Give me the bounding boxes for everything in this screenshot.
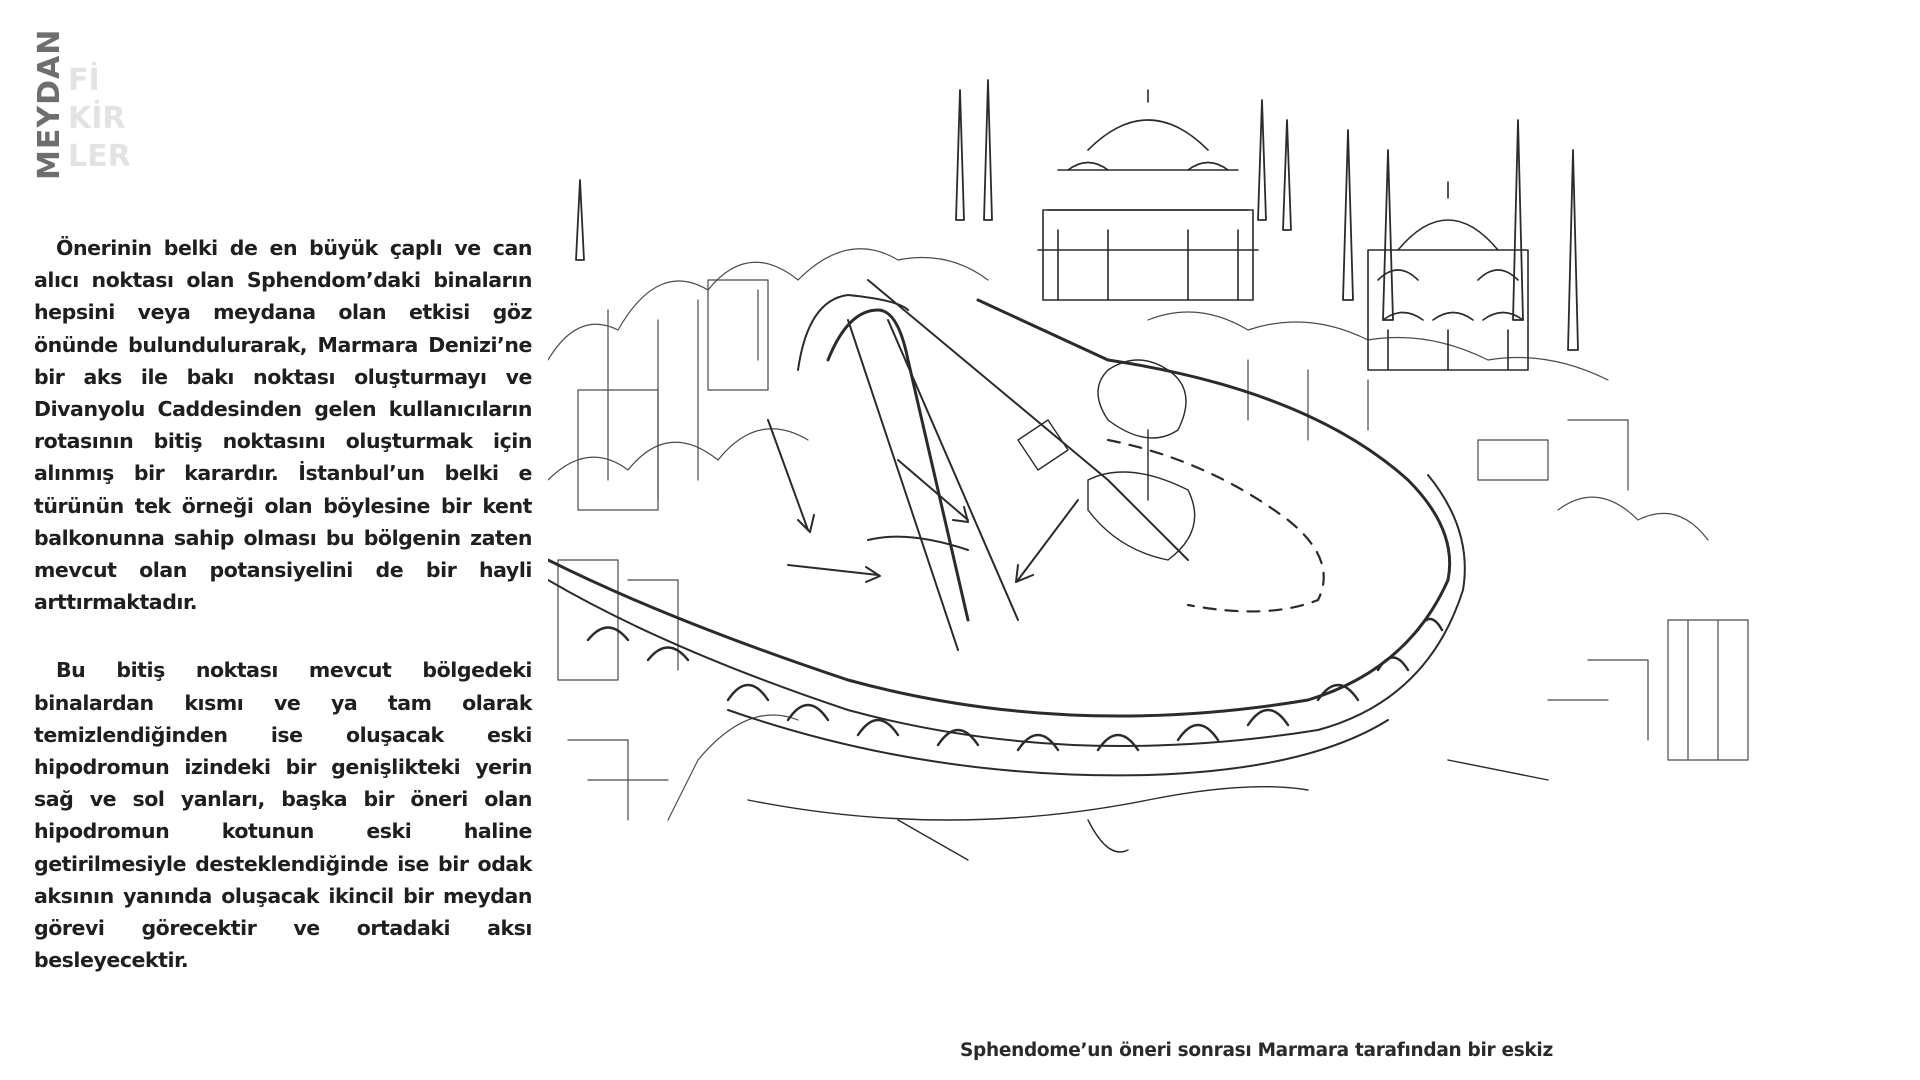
faded-title-line: Fİ (68, 63, 100, 98)
section-title: MEYDAN (32, 28, 67, 180)
plan-arrows (768, 420, 1078, 582)
faded-title-line: KİR (68, 101, 126, 136)
faded-title-line: LER (68, 139, 131, 174)
section-title-block (28, 28, 131, 180)
faded-title (68, 62, 131, 176)
sphendone-sketch-illustration (548, 60, 1900, 1040)
mosque-left (1038, 90, 1258, 300)
body-text-column (34, 232, 532, 1012)
figure-caption: Sphendome’un öneri sonrası Marmara tarafından bir eskiz (960, 1040, 1553, 1061)
body-paragraph-2: Bu bitiş noktası mevcut bölgedeki binalardan kısmı ve ya tam olarak temizlendiğinden ise oluşacak eski hipodromun izindeki bir genişlikteki yerin sağ ve sol yanları, başka bir öneri olan hipodromun kotunun eski haline getirilmesiyle desteklendiğinde ise bir odak aksının yanında oluşacak ikincil bir meydan görevi görecektir ve ortadaki aksı besleyecektir. (34, 658, 532, 973)
minarets (576, 80, 1578, 350)
trees (1018, 360, 1195, 560)
sphendone-arena (548, 280, 1465, 775)
dashed-edge (1108, 440, 1324, 611)
body-paragraph-1: Önerinin belki de en büyük çaplı ve can alıcı noktası olan Sphendom’daki binaların hepsini veya meydana olan etkisi göz önünde bulundulurarak, Marmara Denizi’ne bir aks ile bakı noktası oluşturmayı ve Divanyolu Caddesinden gelen kullanıcıların rotasının bitiş noktasını oluşturmak için alınmış bir karardır. İstanbul’un belki e türünün tek örneği olan böylesine bir kent balkonunna sahip olması bu bölgenin zaten mevcut olan potansiyelini de bir hayli arttırmaktadır. (34, 236, 532, 615)
